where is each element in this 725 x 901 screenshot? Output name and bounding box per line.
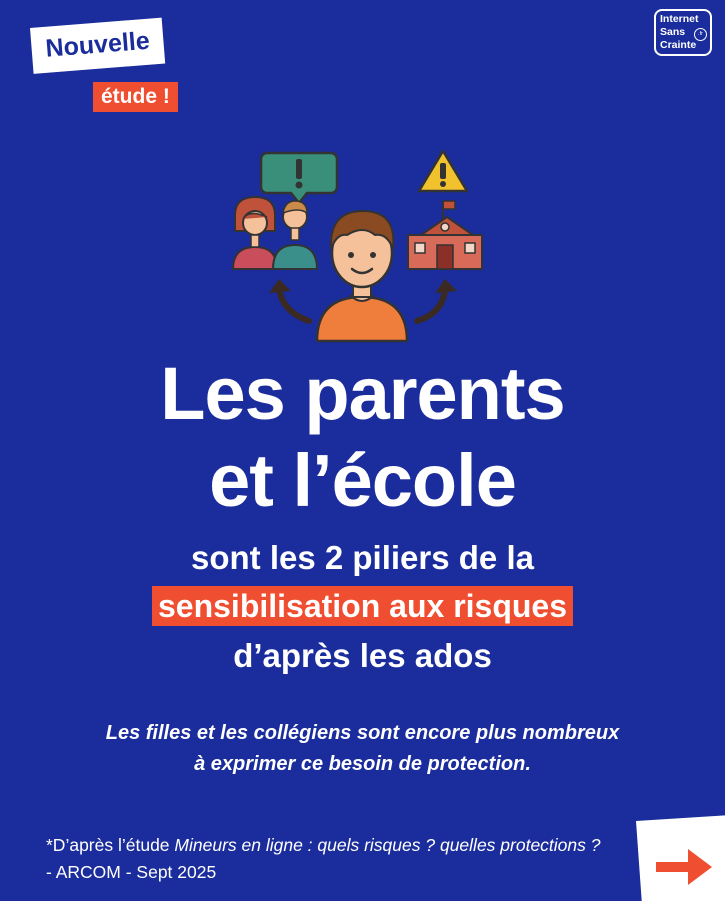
speech-bubble-exclamation-icon (261, 153, 337, 203)
next-slide-button[interactable] (630, 815, 725, 901)
internet-sans-crainte-logo (654, 9, 712, 56)
logo-text-line1: Internet (660, 13, 699, 25)
source-citation (46, 832, 606, 886)
source-prefix: *D’après l’étude (46, 835, 175, 855)
logo-text-line2: Sans (660, 26, 686, 38)
subtitle-line-3: d’après les ados (233, 637, 492, 674)
school-building-icon (408, 201, 482, 269)
subtitle-highlight: sensibilisation aux risques (152, 586, 573, 626)
headline-line-1: Les parents (160, 352, 565, 435)
warning-triangle-icon (419, 151, 467, 191)
teen-boy-icon (317, 211, 407, 341)
study-note: Les filles et les collégiens sont encore plus nombreux à exprimer ce besoin de protection. (105, 722, 620, 775)
source-suffix: - ARCOM - Sept 2025 (46, 862, 217, 882)
parents-icon (233, 197, 317, 269)
logo-fr-badge: .fr (694, 28, 707, 41)
study-badge: étude ! (93, 82, 178, 112)
logo-text-line3: Crainte (660, 39, 697, 51)
subtitle-line-1: sont les 2 piliers de la (191, 539, 534, 576)
headline-line-2: et l’école (209, 439, 516, 522)
new-badge: Nouvelle (30, 18, 165, 74)
subtitle-highlight-wrap (0, 586, 725, 626)
source-title: Mineurs en ligne : quels risques ? quelles protections ? (174, 835, 601, 855)
illustration (225, 145, 495, 345)
